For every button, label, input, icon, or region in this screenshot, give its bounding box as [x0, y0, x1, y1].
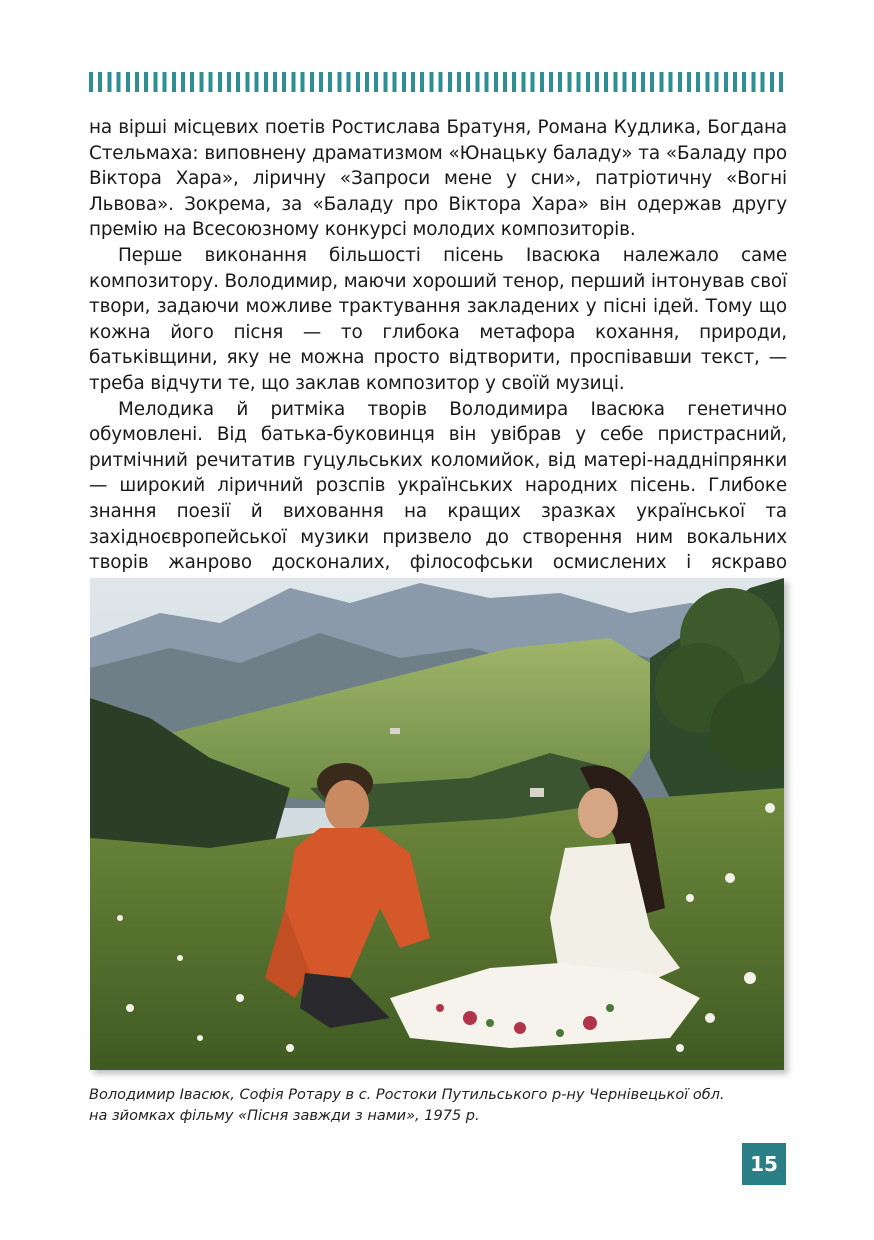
- paragraph-1: на вірші місцевих поетів Ростислава Братуня, Романа Кудлика, Богдана Стельмаха: виповнену драматизмом «Юнацьку баладу» та «Баладу про Віктора Хара», ліричну «Запроси мене у сни», патріотичну «Вогні Львова». Зокрема, за «Баладу про Віктора Хара» він одержав другу премію на Всесоюзному конкурсі молодих композиторів.: [89, 117, 787, 241]
- paragraph-3: Мелодика й ритміка творів Володимира Івасюка генетично обумовлені. Від батька-буковинця він увібрав у себе пристрасний, ритмічний речитатив гуцульських коломийок, від матері-наддніпрянки — широкий ліричний розспів українських народних пісень. Глибоке знання поезії й виховання на кращих зразках української та західноєвропейської музики призвело до створення ним вокальних творів жанрово досконалих, філософськи осмислених і яскраво: [89, 398, 787, 574]
- caption-line-1: Володимир Івасюк, Софія Ротару в с. Ростоки Путильського р-ну Чернівецької обл.: [89, 1087, 725, 1103]
- page-number: 15: [742, 1143, 786, 1185]
- top-decorative-rule: [89, 72, 787, 92]
- body-text: [89, 115, 787, 601]
- photo-illustration: [90, 578, 784, 1070]
- caption-line-2: на зйомках фільму «Пісня завжди з нами», 1975 р.: [89, 1108, 480, 1124]
- photo-mountain-meadow: [90, 578, 784, 1070]
- photo-caption: [89, 1085, 789, 1127]
- paragraph-2: Перше виконання більшості пісень Івасюка належало саме композитору. Володимир, маючи хороший тенор, перший інтонував свої твори, задаючи можливе трактування закладених у пісні ідей. Тому що кожна його пісня — то глибока метафора кохання, природи, батьківщини, яку не можна просто відтворити, проспівавши текст, — треба відчути те, що заклав композитор у своїй музиці.: [89, 244, 787, 394]
